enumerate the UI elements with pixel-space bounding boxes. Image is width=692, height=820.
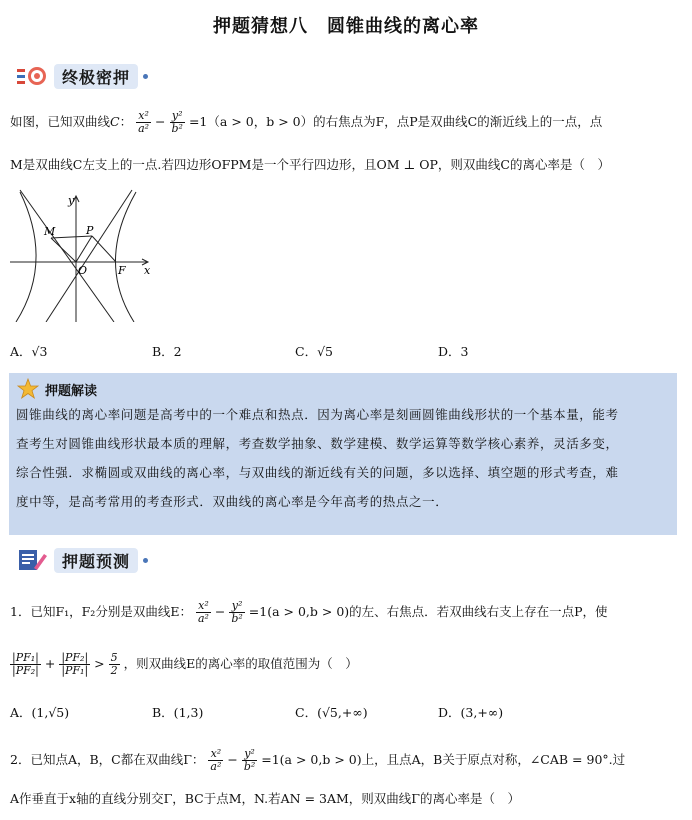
- q1-line-1: 1．已知F₁，F₂分别是双曲线E： $\frac{\text{x²}}{\text{a²}}$ − $\frac{\text{y²}}{\text{b²}}$ =1(a > 0,b > 0)的左、右焦点．若双曲线右支上存在一点P，使: [10, 599, 608, 625]
- problem-line-2: M是双曲线C左支上的一点.若四边形OFPM是一个平行四边形，且OM ⊥ OP，则双曲线C的离心率是（ ）: [10, 157, 610, 172]
- asymptote-1: [46, 190, 132, 322]
- q2-line-1: 2．已知点A，B，C都在双曲线Γ： $\frac{\text{x²}}{\text{a²}}$ − $\frac{\text{y²}}{\text{b²}}$ =1(a > 0,b > 0)上，且点A，B关于原点对称，∠CAB = 90°.过: [10, 747, 626, 773]
- hyperbola-figure: [10, 188, 160, 322]
- target-icon: [16, 64, 48, 88]
- asymptote-2: [20, 190, 114, 322]
- segment-OP: [76, 236, 92, 262]
- interpretation-panel: [9, 373, 677, 535]
- q1-option-c[interactable]: C．(√5,+∞): [295, 705, 368, 720]
- five-halves: $\frac{5}{2}$: [110, 651, 118, 677]
- option-a[interactable]: A．√3: [10, 344, 48, 359]
- option-c[interactable]: C．√5: [295, 344, 333, 359]
- panel-line: 度中等，是高考常用的考查形式．双曲线的离心率是今年高考的热点之一．: [16, 494, 449, 509]
- label-x: x: [144, 264, 151, 277]
- q2-line-2: A作垂直于x轴的直线分别交Γ，BC于点M，N.若AN = 3AM，则双曲线Γ的离心率是（ ）: [10, 791, 520, 806]
- notepad-pencil-icon: [16, 548, 48, 572]
- pf2-over-pf1: $\frac{\text{|PF₂|}}{\text{|PF₁|}}$: [61, 651, 89, 677]
- panel-line: 综合性强．求椭圆或双曲线的离心率，与双曲线的渐近线有关的问题，多以选择、填空题的形式考查，难: [16, 465, 619, 480]
- label-F: F: [118, 264, 126, 277]
- option-d[interactable]: D．3: [438, 344, 469, 359]
- section-final-header: [16, 61, 148, 91]
- label-y: y: [68, 194, 75, 207]
- panel-body: [16, 400, 677, 516]
- section-final-label: 终极密押: [54, 64, 138, 89]
- label-P: P: [86, 224, 94, 237]
- q1-option-d[interactable]: D．(3,+∞): [438, 705, 504, 720]
- y2-over-b2: $\frac{\text{y²}}{\text{b²}}$: [171, 109, 183, 135]
- section-predict-label: 押题预测: [54, 548, 138, 573]
- bullet-dot-icon: [143, 74, 148, 79]
- star-icon: [17, 378, 39, 400]
- panel-line: 查考生对圆锥曲线形状最本质的理解，考查数学抽象、数学建模、数学运算等数学核心素养，灵活多变，: [16, 436, 619, 451]
- q1-option-a[interactable]: A．(1,√5): [10, 705, 70, 720]
- section-predict-header: [16, 545, 148, 575]
- label-O: O: [78, 264, 88, 277]
- q1-line-2: $\frac{\text{|PF₁|}}{\text{|PF₂|}}$ + $\frac{\text{|PF₂|}}{\text{|PF₁|}}$ > $\frac{5}{2}$ ，则双曲线E的离心率的取值范围为（ ）: [12, 651, 358, 677]
- q1-option-b[interactable]: B．(1,3): [152, 705, 204, 720]
- panel-line: 圆锥曲线的离心率问题是高考中的一个难点和热点．因为离心率是刻画圆锥曲线形状的一个基本量，能考: [16, 407, 619, 422]
- bullet-dot-icon: [143, 558, 148, 563]
- panel-label: 押题解读: [45, 383, 98, 399]
- x2-over-a2: $\frac{\text{x²}}{\text{a²}}$: [138, 109, 150, 135]
- pf1-over-pf2: $\frac{\text{|PF₁|}}{\text{|PF₂|}}$: [12, 651, 39, 677]
- left-branch: [16, 192, 36, 322]
- problem-line-1: 如图，已知双曲线C： $\frac{\text{x²}}{\text{a²}}$ − $\frac{\text{y²}}{\text{b²}}$ =1（a > 0，b > 0）的右焦点为F，点P是双曲线C的渐近线上的一点，点: [10, 109, 603, 135]
- label-M: M: [44, 225, 56, 238]
- page-title: 押题猜想八 圆锥曲线的离心率: [213, 16, 479, 37]
- segment-PF: [92, 236, 116, 262]
- option-b[interactable]: B．2: [152, 344, 182, 359]
- segment-OM: [51, 238, 76, 262]
